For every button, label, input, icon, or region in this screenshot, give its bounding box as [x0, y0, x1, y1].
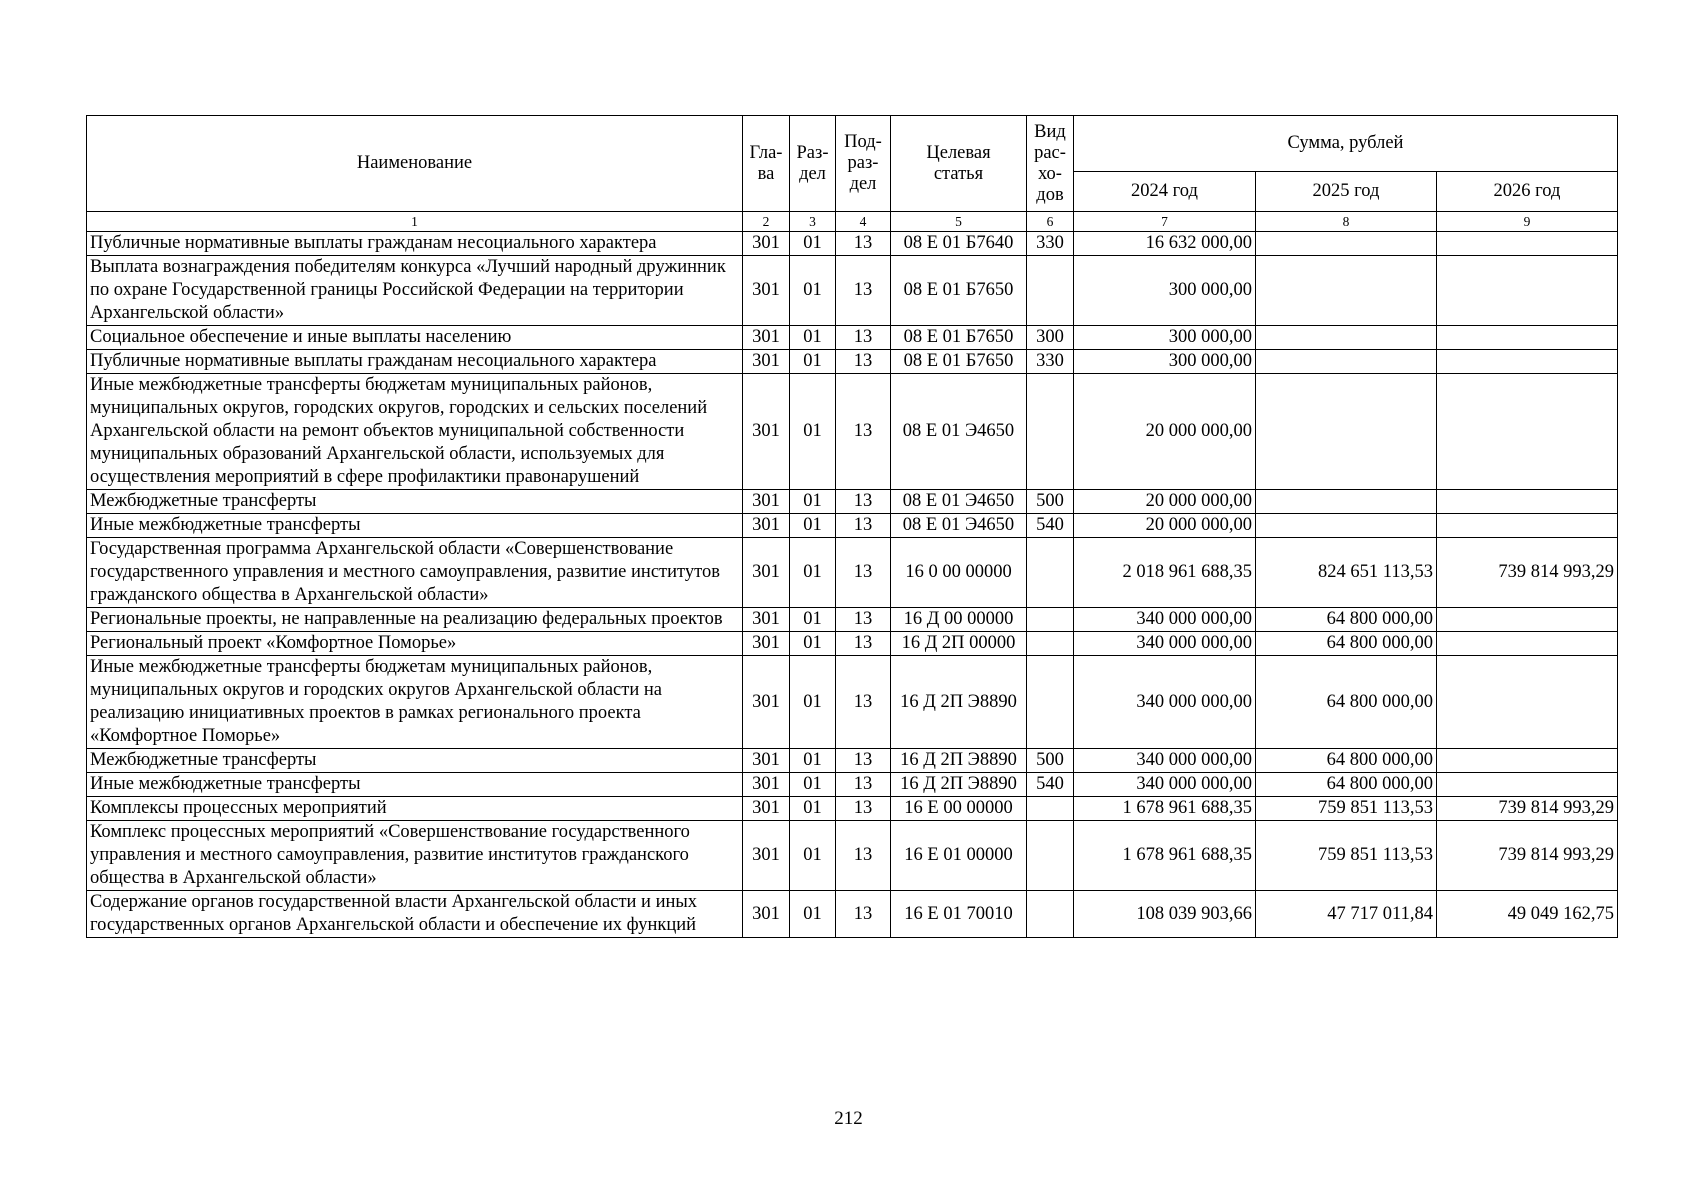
- row-amount-2025: 824 651 113,53: [1256, 538, 1437, 608]
- row-amount-2026: [1437, 374, 1618, 490]
- table-row: [87, 656, 1618, 749]
- row-amount-2024: 340 000 000,00: [1074, 749, 1256, 773]
- table-row: [87, 514, 1618, 538]
- row-amount-2026: [1437, 773, 1618, 797]
- row-amount-2025: [1256, 350, 1437, 374]
- row-glava: 301: [743, 656, 790, 749]
- row-name: Региональный проект «Комфортное Поморье»: [87, 632, 743, 656]
- row-target: 16 Д 2П Э8890: [891, 773, 1027, 797]
- column-number: 5: [891, 212, 1027, 232]
- row-glava: 301: [743, 374, 790, 490]
- table-row: [87, 891, 1618, 938]
- row-vid: [1027, 538, 1074, 608]
- row-razdel: 01: [790, 891, 836, 938]
- row-amount-2024: 1 678 961 688,35: [1074, 821, 1256, 891]
- row-glava: 301: [743, 773, 790, 797]
- row-podrazdel: 13: [836, 538, 891, 608]
- row-target: 08 Е 01 Э4650: [891, 374, 1027, 490]
- header-2024: 2024 год: [1074, 172, 1256, 212]
- row-vid: [1027, 891, 1074, 938]
- row-podrazdel: 13: [836, 773, 891, 797]
- row-podrazdel: 13: [836, 632, 891, 656]
- row-amount-2024: 340 000 000,00: [1074, 608, 1256, 632]
- row-amount-2025: [1256, 232, 1437, 256]
- row-amount-2026: 739 814 993,29: [1437, 538, 1618, 608]
- table-row: [87, 821, 1618, 891]
- row-glava: 301: [743, 538, 790, 608]
- row-razdel: 01: [790, 514, 836, 538]
- row-target: 08 Е 01 Б7650: [891, 326, 1027, 350]
- row-podrazdel: 13: [836, 256, 891, 326]
- row-vid: 540: [1027, 514, 1074, 538]
- row-amount-2026: [1437, 490, 1618, 514]
- row-amount-2024: 20 000 000,00: [1074, 374, 1256, 490]
- row-name: Выплата вознаграждения победителям конкурса «Лучший народный дружинник по охране Государственной границы Российской Федерации на территории Архангельской области»: [87, 256, 743, 326]
- row-glava: 301: [743, 608, 790, 632]
- row-amount-2024: 20 000 000,00: [1074, 514, 1256, 538]
- row-target: 16 Д 00 00000: [891, 608, 1027, 632]
- row-name: Публичные нормативные выплаты гражданам несоциального характера: [87, 350, 743, 374]
- row-amount-2025: [1256, 374, 1437, 490]
- row-amount-2026: 739 814 993,29: [1437, 797, 1618, 821]
- row-razdel: 01: [790, 490, 836, 514]
- row-vid: 540: [1027, 773, 1074, 797]
- row-podrazdel: 13: [836, 656, 891, 749]
- row-amount-2024: 16 632 000,00: [1074, 232, 1256, 256]
- header-vid: Вид рас- хо- дов: [1027, 116, 1074, 212]
- header-razdel: Раз- дел: [790, 116, 836, 212]
- row-amount-2025: [1256, 514, 1437, 538]
- row-razdel: 01: [790, 256, 836, 326]
- column-number: 2: [743, 212, 790, 232]
- table-row: [87, 256, 1618, 326]
- row-vid: 330: [1027, 232, 1074, 256]
- row-amount-2026: [1437, 514, 1618, 538]
- row-amount-2024: 340 000 000,00: [1074, 632, 1256, 656]
- column-number: 8: [1256, 212, 1437, 232]
- row-glava: 301: [743, 749, 790, 773]
- row-name: Социальное обеспечение и иные выплаты населению: [87, 326, 743, 350]
- row-razdel: 01: [790, 232, 836, 256]
- table-row: [87, 608, 1618, 632]
- row-amount-2024: 340 000 000,00: [1074, 773, 1256, 797]
- row-target: 08 Е 01 Э4650: [891, 490, 1027, 514]
- row-name: Межбюджетные трансферты: [87, 490, 743, 514]
- row-vid: [1027, 374, 1074, 490]
- row-amount-2024: 300 000,00: [1074, 350, 1256, 374]
- row-razdel: 01: [790, 821, 836, 891]
- row-amount-2024: 300 000,00: [1074, 326, 1256, 350]
- table-row: [87, 490, 1618, 514]
- row-podrazdel: 13: [836, 797, 891, 821]
- row-amount-2024: 2 018 961 688,35: [1074, 538, 1256, 608]
- row-target: 16 Д 2П Э8890: [891, 656, 1027, 749]
- table-row: [87, 350, 1618, 374]
- header-2025: 2025 год: [1256, 172, 1437, 212]
- row-amount-2024: 340 000 000,00: [1074, 656, 1256, 749]
- row-glava: 301: [743, 256, 790, 326]
- row-vid: [1027, 256, 1074, 326]
- column-number: 9: [1437, 212, 1618, 232]
- row-name: Иные межбюджетные трансферты: [87, 773, 743, 797]
- header-glava: Гла- ва: [743, 116, 790, 212]
- row-amount-2025: 64 800 000,00: [1256, 773, 1437, 797]
- header-name: Наименование: [87, 116, 743, 212]
- row-amount-2026: [1437, 749, 1618, 773]
- column-number: 1: [87, 212, 743, 232]
- table-row: [87, 632, 1618, 656]
- table-row: [87, 797, 1618, 821]
- table-row: [87, 749, 1618, 773]
- page-number: 212: [834, 1108, 863, 1129]
- row-vid: 500: [1027, 490, 1074, 514]
- row-amount-2024: 108 039 903,66: [1074, 891, 1256, 938]
- row-podrazdel: 13: [836, 608, 891, 632]
- row-podrazdel: 13: [836, 821, 891, 891]
- row-target: 16 Е 01 00000: [891, 821, 1027, 891]
- row-target: 16 Д 2П 00000: [891, 632, 1027, 656]
- row-name: Иные межбюджетные трансферты бюджетам муниципальных районов, муниципальных округов и городских округов Архангельской области на реализацию инициативных проектов в рамках регионального проекта «Комфортное Поморье»: [87, 656, 743, 749]
- row-amount-2024: 1 678 961 688,35: [1074, 797, 1256, 821]
- row-vid: [1027, 632, 1074, 656]
- row-razdel: 01: [790, 350, 836, 374]
- row-amount-2025: [1256, 326, 1437, 350]
- table-body: [87, 232, 1618, 938]
- row-vid: [1027, 656, 1074, 749]
- row-name: Публичные нормативные выплаты гражданам несоциального характера: [87, 232, 743, 256]
- row-glava: 301: [743, 232, 790, 256]
- row-razdel: 01: [790, 773, 836, 797]
- row-razdel: 01: [790, 608, 836, 632]
- row-glava: 301: [743, 350, 790, 374]
- column-number: 6: [1027, 212, 1074, 232]
- row-podrazdel: 13: [836, 749, 891, 773]
- row-podrazdel: 13: [836, 232, 891, 256]
- row-amount-2025: 759 851 113,53: [1256, 821, 1437, 891]
- row-glava: 301: [743, 632, 790, 656]
- row-podrazdel: 13: [836, 350, 891, 374]
- row-amount-2026: [1437, 656, 1618, 749]
- row-target: 16 0 00 00000: [891, 538, 1027, 608]
- row-target: 08 Е 01 Э4650: [891, 514, 1027, 538]
- row-glava: 301: [743, 326, 790, 350]
- row-name: Содержание органов государственной власти Архангельской области и иных государственных органов Архангельской области и обеспечение их функций: [87, 891, 743, 938]
- row-vid: [1027, 608, 1074, 632]
- row-vid: [1027, 821, 1074, 891]
- row-glava: 301: [743, 821, 790, 891]
- header-row: [87, 116, 1618, 172]
- row-name: Иные межбюджетные трансферты бюджетам муниципальных районов, муниципальных округов, городских округов, городских и сельских поселений Архангельской области на ремонт объектов муниципальной собственности муниципальных образований Архангельской области, используемых для осуществления мероприятий в сфере профилактики правонарушений: [87, 374, 743, 490]
- table-row: [87, 538, 1618, 608]
- row-razdel: 01: [790, 374, 836, 490]
- row-podrazdel: 13: [836, 374, 891, 490]
- row-name: Региональные проекты, не направленные на реализацию федеральных проектов: [87, 608, 743, 632]
- table-row: [87, 232, 1618, 256]
- row-amount-2026: [1437, 608, 1618, 632]
- row-amount-2026: 739 814 993,29: [1437, 821, 1618, 891]
- row-podrazdel: 13: [836, 514, 891, 538]
- row-razdel: 01: [790, 656, 836, 749]
- row-amount-2026: [1437, 350, 1618, 374]
- row-amount-2025: 64 800 000,00: [1256, 656, 1437, 749]
- row-target: 08 Е 01 Б7650: [891, 256, 1027, 326]
- budget-table: [86, 115, 1618, 938]
- column-number: 3: [790, 212, 836, 232]
- row-amount-2026: [1437, 632, 1618, 656]
- column-number: 4: [836, 212, 891, 232]
- column-numbers-row: [87, 212, 1618, 232]
- row-amount-2025: 64 800 000,00: [1256, 608, 1437, 632]
- row-amount-2026: [1437, 232, 1618, 256]
- table-row: [87, 773, 1618, 797]
- row-vid: 330: [1027, 350, 1074, 374]
- row-vid: [1027, 797, 1074, 821]
- row-amount-2024: 300 000,00: [1074, 256, 1256, 326]
- row-amount-2025: 759 851 113,53: [1256, 797, 1437, 821]
- row-name: Межбюджетные трансферты: [87, 749, 743, 773]
- column-number: 7: [1074, 212, 1256, 232]
- row-amount-2026: 49 049 162,75: [1437, 891, 1618, 938]
- row-amount-2025: [1256, 490, 1437, 514]
- header-sum: Сумма, рублей: [1074, 116, 1618, 172]
- row-target: 16 Е 01 70010: [891, 891, 1027, 938]
- table-row: [87, 374, 1618, 490]
- header-target: Целевая статья: [891, 116, 1027, 212]
- row-glava: 301: [743, 891, 790, 938]
- row-amount-2026: [1437, 256, 1618, 326]
- row-razdel: 01: [790, 538, 836, 608]
- row-razdel: 01: [790, 749, 836, 773]
- header-podrazdel: Под- раз- дел: [836, 116, 891, 212]
- row-razdel: 01: [790, 326, 836, 350]
- row-razdel: 01: [790, 632, 836, 656]
- row-target: 16 Д 2П Э8890: [891, 749, 1027, 773]
- row-name: Государственная программа Архангельской области «Совершенствование государственного управления и местного самоуправления, развитие институтов гражданского общества в Архангельской области»: [87, 538, 743, 608]
- row-amount-2025: 64 800 000,00: [1256, 749, 1437, 773]
- table-row: [87, 326, 1618, 350]
- row-vid: 500: [1027, 749, 1074, 773]
- row-name: Комплекс процессных мероприятий «Совершенствование государственного управления и местного самоуправления, развитие институтов гражданского общества в Архангельской области»: [87, 821, 743, 891]
- row-target: 16 Е 00 00000: [891, 797, 1027, 821]
- row-podrazdel: 13: [836, 891, 891, 938]
- row-glava: 301: [743, 514, 790, 538]
- row-name: Иные межбюджетные трансферты: [87, 514, 743, 538]
- row-glava: 301: [743, 797, 790, 821]
- row-target: 08 Е 01 Б7640: [891, 232, 1027, 256]
- row-podrazdel: 13: [836, 490, 891, 514]
- header-2026: 2026 год: [1437, 172, 1618, 212]
- row-amount-2024: 20 000 000,00: [1074, 490, 1256, 514]
- row-name: Комплексы процессных мероприятий: [87, 797, 743, 821]
- row-razdel: 01: [790, 797, 836, 821]
- row-vid: 300: [1027, 326, 1074, 350]
- row-amount-2025: 64 800 000,00: [1256, 632, 1437, 656]
- row-target: 08 Е 01 Б7650: [891, 350, 1027, 374]
- row-amount-2025: 47 717 011,84: [1256, 891, 1437, 938]
- row-amount-2025: [1256, 256, 1437, 326]
- row-podrazdel: 13: [836, 326, 891, 350]
- row-glava: 301: [743, 490, 790, 514]
- row-amount-2026: [1437, 326, 1618, 350]
